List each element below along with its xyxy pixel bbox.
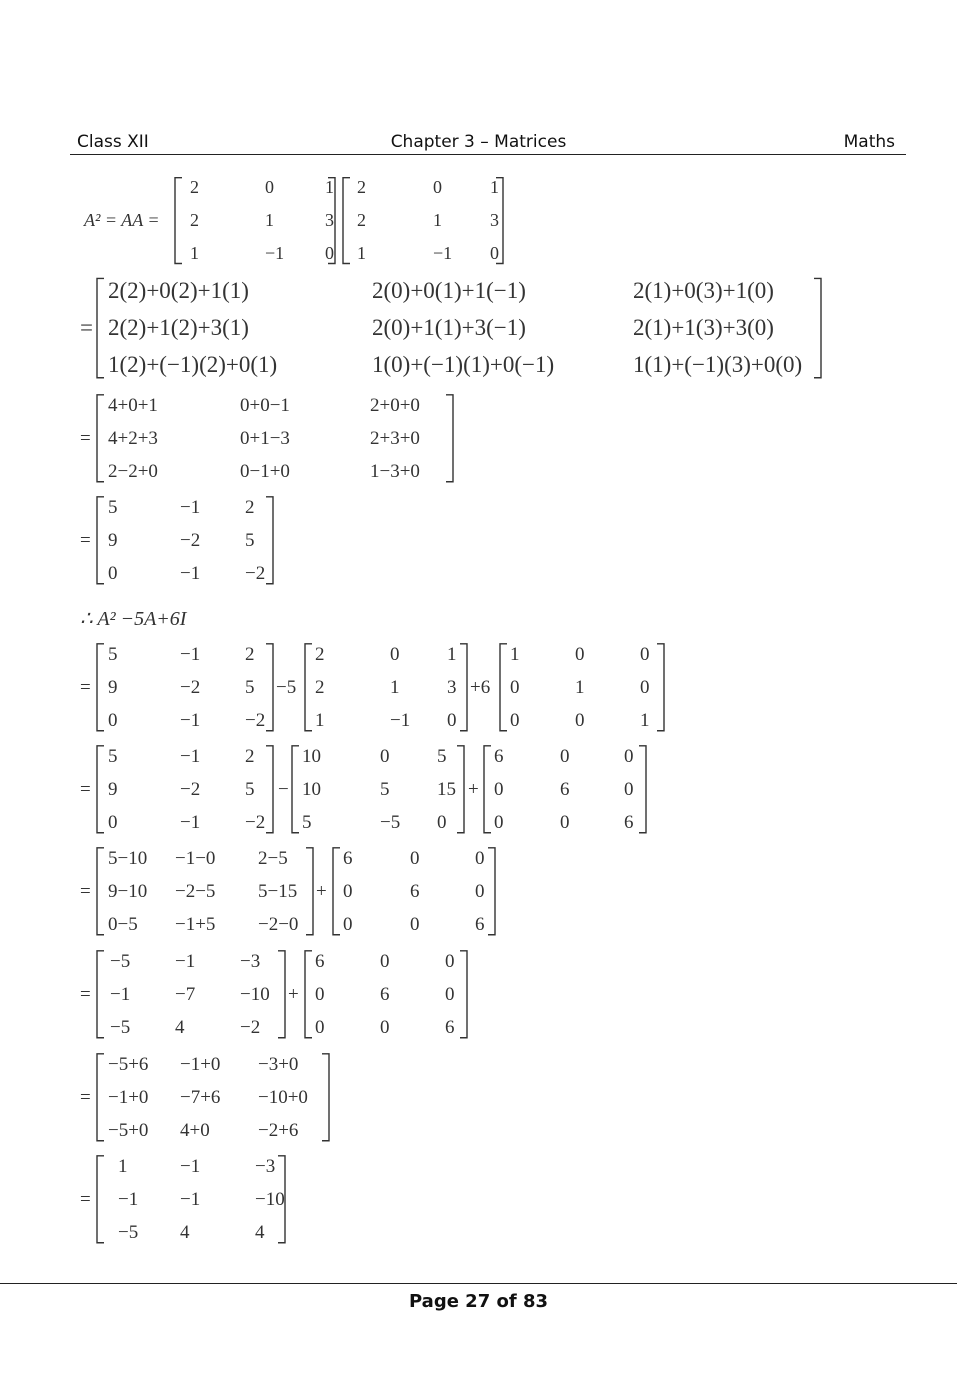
matrix-cell: 0 — [380, 746, 390, 767]
matrix-cell: 0 — [447, 710, 457, 731]
matrix-cell: 5 — [108, 746, 118, 767]
footer-rule — [0, 1283, 957, 1284]
matrix-cell: 1 — [357, 243, 366, 263]
matrix-cell: −3 — [255, 1156, 276, 1177]
matrix-left-bracket — [484, 746, 491, 833]
matrix-cell: 1(2)+(−1)(2)+0(1) — [108, 352, 278, 377]
matrix-cell: 2 — [315, 644, 325, 665]
matrix-cell: 2 — [190, 210, 199, 230]
matrix-right-bracket — [266, 497, 273, 584]
matrix-cell: 0+0−1 — [240, 395, 290, 416]
matrix-left-bracket — [292, 746, 299, 833]
matrix-cell: 1 — [640, 710, 650, 731]
matrix-cell: 1(0)+(−1)(1)+0(−1) — [372, 352, 555, 377]
matrix-cell: 9−10 — [108, 881, 148, 902]
matrix-cell: −10+0 — [258, 1087, 308, 1108]
matrix-cell: 6 — [560, 779, 570, 800]
page-number: Page 27 of 83 — [408, 1291, 549, 1312]
matrix-cell: 5−10 — [108, 848, 148, 869]
matrix-cell: 1 — [265, 210, 274, 230]
matrix-cell: −2 — [245, 563, 266, 584]
matrix-cell: 6 — [494, 746, 504, 767]
matrix-cell: −5 — [118, 1222, 139, 1243]
matrix-left-bracket — [305, 644, 312, 731]
matrix-cell: 2(1)+1(3)+3(0) — [633, 315, 774, 340]
matrix-cell: 1 — [510, 644, 520, 665]
matrix-cell: −3 — [240, 951, 261, 972]
matrix-cell: 4 — [175, 1017, 185, 1038]
matrix-cell: 0 — [624, 746, 634, 767]
matrix-cell: −1 — [110, 984, 131, 1005]
matrix-cell: 3 — [447, 677, 457, 698]
matrix-cell: 2 — [357, 177, 366, 197]
matrix-cell: 0 — [560, 812, 570, 833]
matrix-cell: 6 — [445, 1017, 455, 1038]
matrix-right-bracket — [278, 951, 285, 1038]
matrix-cell: −5 — [380, 812, 401, 833]
matrix-cell: 9 — [108, 530, 118, 551]
matrix-left-bracket — [97, 278, 104, 377]
matrix-right-bracket — [460, 951, 467, 1038]
matrix-cell: 0 — [390, 644, 400, 665]
operator: − — [278, 779, 289, 800]
matrix-cell: 2(2)+0(2)+1(1) — [108, 278, 249, 303]
matrix-cell: 5 — [380, 779, 390, 800]
matrix-cell: 0 — [380, 951, 390, 972]
matrix-cell: −7 — [175, 984, 196, 1005]
matrix-right-bracket — [446, 395, 453, 482]
header-chapter: Chapter 3 – Matrices — [390, 132, 567, 152]
matrix-left-bracket — [333, 848, 340, 935]
matrix-cell: 3 — [490, 210, 499, 230]
matrix-cell: 0 — [445, 984, 455, 1005]
matrix-cell: 5 — [437, 746, 447, 767]
matrix-cell: 9 — [108, 677, 118, 698]
matrix-cell: 0 — [315, 984, 325, 1005]
matrix-cell: 1 — [190, 243, 199, 263]
matrix-right-bracket — [306, 848, 313, 935]
equals-sign: = — [80, 984, 91, 1005]
matrix-cell: −2 — [240, 1017, 261, 1038]
matrix-cell: 0 — [437, 812, 447, 833]
matrix-right-bracket — [657, 644, 664, 731]
matrix-cell: 1 — [118, 1156, 128, 1177]
matrix-cell: 1 — [433, 210, 442, 230]
matrix-cell: 0 — [445, 951, 455, 972]
matrix-cell: 5 — [245, 677, 255, 698]
operator: + — [468, 779, 479, 800]
equals-sign: = — [80, 1087, 91, 1108]
matrix-cell: −2−0 — [258, 914, 299, 935]
matrix-cell: 0 — [475, 881, 485, 902]
matrix-left-bracket — [97, 497, 104, 584]
matrix-cell: 1 — [490, 177, 499, 197]
matrix-cell: 0 — [315, 1017, 325, 1038]
matrix-cell: 0 — [410, 914, 420, 935]
matrix-cell: −1 — [180, 497, 201, 518]
matrix-cell: 0 — [475, 848, 485, 869]
matrix-cell: −1 — [433, 243, 453, 263]
matrix-cell: −3+0 — [258, 1054, 299, 1075]
matrix-cell: 1−3+0 — [370, 461, 420, 482]
matrix-cell: 10 — [302, 746, 321, 767]
matrix-cell: 4 — [180, 1222, 190, 1243]
matrix-cell: −1+0 — [108, 1087, 149, 1108]
matrix-cell: 0 — [510, 710, 520, 731]
matrix-cell: 6 — [343, 848, 353, 869]
matrix-cell: −1 — [180, 710, 201, 731]
matrix-cell: 6 — [410, 881, 420, 902]
matrix-cell: 0 — [108, 563, 118, 584]
operator: + — [316, 881, 327, 902]
matrix-cell: 2−5 — [258, 848, 288, 869]
equals-sign: = — [80, 779, 91, 800]
operator: +6 — [470, 677, 491, 698]
matrix-left-bracket — [97, 1156, 104, 1243]
equals-sign: = — [80, 428, 91, 449]
matrix-left-bracket — [97, 746, 104, 833]
matrix-cell: 1 — [575, 677, 585, 698]
matrix-cell: 2 — [315, 677, 325, 698]
matrix-cell: −1+0 — [180, 1054, 221, 1075]
matrix-cell: 0−5 — [108, 914, 138, 935]
matrix-cell: 4+0 — [180, 1120, 210, 1141]
matrix-cell: −1+5 — [175, 914, 216, 935]
matrix-cell: 2 — [357, 210, 366, 230]
matrix-cell: 0 — [380, 1017, 390, 1038]
matrix-cell: 6 — [475, 914, 485, 935]
matrix-cell: 0 — [575, 710, 585, 731]
matrix-cell: 4 — [255, 1222, 265, 1243]
matrix-cell: 2 — [190, 177, 199, 197]
matrix-right-bracket — [488, 848, 495, 935]
matrix-left-bracket — [343, 178, 350, 264]
matrix-right-bracket — [457, 746, 464, 833]
matrix-cell: 0 — [494, 812, 504, 833]
matrix-right-bracket — [322, 1054, 329, 1141]
matrix-cell: −2 — [245, 710, 266, 731]
matrix-left-bracket — [97, 1054, 104, 1141]
matrix-cell: 0 — [640, 644, 650, 665]
matrix-cell: 0−1+0 — [240, 461, 290, 482]
matrix-cell: 1 — [325, 177, 334, 197]
matrix-cell: 5−15 — [258, 881, 298, 902]
matrix-cell: 0 — [325, 243, 334, 263]
equals-sign: = — [80, 1189, 91, 1210]
matrix-left-bracket — [97, 644, 104, 731]
matrix-cell: 2 — [245, 497, 255, 518]
matrix-right-bracket — [814, 278, 821, 377]
matrix-cell: −2 — [180, 530, 201, 551]
matrix-cell: −2 — [180, 779, 201, 800]
matrix-cell: 2+3+0 — [370, 428, 420, 449]
matrix-cell: 5 — [302, 812, 312, 833]
matrix-cell: −5 — [110, 1017, 131, 1038]
matrix-cell: 5 — [108, 497, 118, 518]
matrix-right-bracket — [266, 746, 273, 833]
equals-sign: = — [80, 530, 91, 551]
matrix-cell: −1 — [118, 1189, 139, 1210]
matrix-cell: −2−5 — [175, 881, 216, 902]
matrix-cell: 0 — [640, 677, 650, 698]
matrix-cell: 3 — [325, 210, 334, 230]
matrix-left-bracket — [97, 951, 104, 1038]
matrix-right-bracket — [266, 644, 273, 731]
operator: −5 — [276, 677, 297, 698]
matrix-left-bracket — [175, 178, 182, 264]
matrix-cell: 0 — [265, 177, 274, 197]
matrix-cell: 4+2+3 — [108, 428, 158, 449]
matrix-right-bracket — [639, 746, 646, 833]
matrix-cell: −1 — [180, 1189, 201, 1210]
matrix-left-bracket — [500, 644, 507, 731]
matrix-cell: 2(2)+1(2)+3(1) — [108, 315, 249, 340]
equals-sign: = — [80, 677, 91, 698]
matrix-cell: 5 — [245, 779, 255, 800]
matrix-cell: −5+6 — [108, 1054, 149, 1075]
matrix-cell: 5 — [245, 530, 255, 551]
equals-sign: = — [80, 315, 93, 340]
matrix-cell: −1 — [180, 563, 201, 584]
matrix-cell: −1 — [390, 710, 411, 731]
equals-sign: A² = AA = — [84, 210, 160, 230]
matrix-cell: −1−0 — [175, 848, 216, 869]
matrix-cell: 9 — [108, 779, 118, 800]
equals-sign: = — [80, 881, 91, 902]
matrix-cell: 6 — [315, 951, 325, 972]
matrix-cell: 2(1)+0(3)+1(0) — [633, 278, 774, 303]
matrix-cell: 4+0+1 — [108, 395, 158, 416]
matrix-right-bracket — [460, 644, 467, 731]
matrix-cell: 10 — [302, 779, 321, 800]
matrix-cell: −1 — [265, 243, 285, 263]
matrix-cell: −2 — [180, 677, 201, 698]
matrix-cell: 0 — [343, 914, 353, 935]
matrix-cell: 0 — [108, 812, 118, 833]
matrix-cell: 15 — [437, 779, 456, 800]
matrix-cell: 0+1−3 — [240, 428, 290, 449]
matrix-cell: −2 — [245, 812, 266, 833]
matrix-cell: 0 — [108, 710, 118, 731]
matrix-cell: 0 — [410, 848, 420, 869]
matrix-cell: −1 — [180, 812, 201, 833]
matrix-cell: −5 — [110, 951, 131, 972]
matrix-cell: 6 — [380, 984, 390, 1005]
header-subject: Maths — [843, 132, 895, 152]
matrix-cell: −10 — [240, 984, 270, 1005]
matrix-cell: 0 — [624, 779, 634, 800]
matrix-left-bracket — [97, 395, 104, 482]
matrix-left-bracket — [305, 951, 312, 1038]
matrix-cell: −1 — [180, 746, 201, 767]
matrix-cell: −1 — [175, 951, 196, 972]
matrix-cell: 1(1)+(−1)(3)+0(0) — [633, 352, 803, 377]
matrix-cell: −1 — [180, 644, 201, 665]
matrix-cell: 1 — [447, 644, 457, 665]
matrix-cell: −7+6 — [180, 1087, 221, 1108]
matrix-cell: 6 — [624, 812, 634, 833]
matrix-cell: 0 — [575, 644, 585, 665]
matrix-cell: 2(0)+1(1)+3(−1) — [372, 315, 526, 340]
matrix-cell: 0 — [560, 746, 570, 767]
matrix-left-bracket — [97, 848, 104, 935]
matrix-cell: 5 — [108, 644, 118, 665]
matrix-cell: 2 — [245, 746, 255, 767]
therefore-expression: ∴ A² −5A+6I — [80, 608, 187, 630]
matrix-cell: −2+6 — [258, 1120, 299, 1141]
matrix-cell: 0 — [510, 677, 520, 698]
matrix-cell: 2 — [245, 644, 255, 665]
matrix-cell: 0 — [490, 243, 499, 263]
matrix-cell: 0 — [494, 779, 504, 800]
matrix-cell: 2(0)+0(1)+1(−1) — [372, 278, 526, 303]
matrix-cell: 0 — [343, 881, 353, 902]
operator: + — [288, 984, 299, 1005]
matrix-cell: 2+0+0 — [370, 395, 420, 416]
matrix-cell: 1 — [315, 710, 325, 731]
matrix-cell: −1 — [180, 1156, 201, 1177]
matrix-cell: −10 — [255, 1189, 285, 1210]
matrix-cell: 0 — [433, 177, 442, 197]
matrix-cell: −5+0 — [108, 1120, 149, 1141]
matrix-cell: 1 — [390, 677, 400, 698]
matrix-cell: 2−2+0 — [108, 461, 158, 482]
header-class: Class XII — [77, 132, 149, 152]
